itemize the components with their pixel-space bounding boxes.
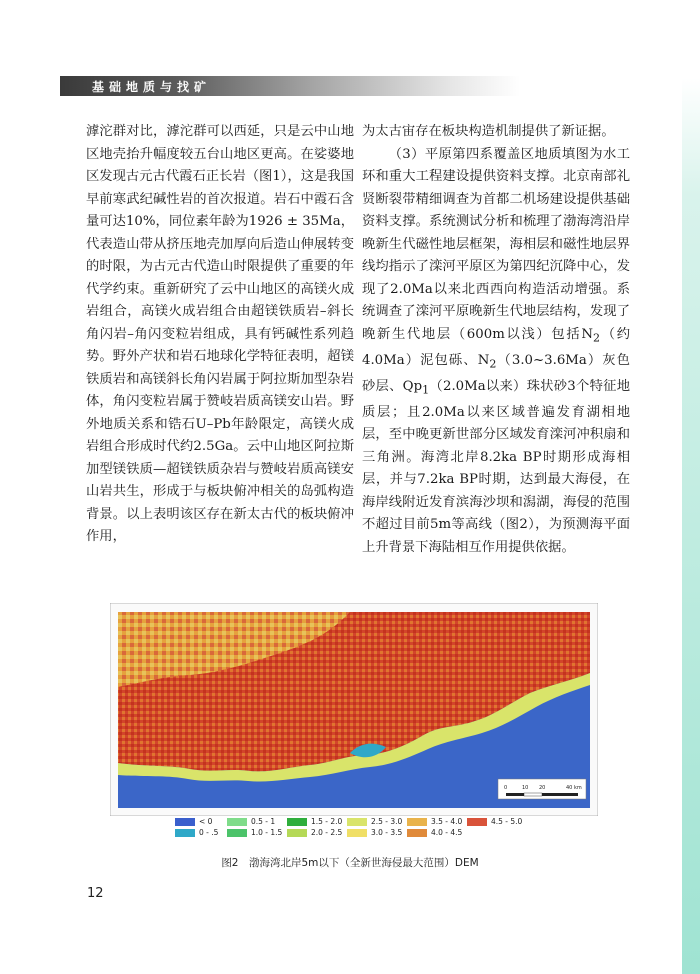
formula-n2a-text: （约4.0Ma）泥包砾、 [362,326,630,368]
legend-swatch [175,818,195,826]
right-paragraph-2-text: （3）平原第四系覆盖区地质填图为水工环和重大工程建设提供资料支撑。北京南部礼贤断裂带精细调查为首都二机场建设提供基础资料支撑。系统测试分析和梳理了渤海湾沿岸晚新生代磁性地层框架，海相层和磁性地层界线均指示了滦河平原区为第四纪沉降中心，发现了2.0Ma以来北西西向构造活动增强。系统调查了滦河平原晚新生代地层结构，发现了晚新生代地层（600m以浅）包括 [362,146,630,342]
legend-swatch [347,818,367,826]
formula-n2b-text: （3.0~3.6Ma）灰色砂层、Qp [362,352,630,394]
legend-label: < 0 [199,817,213,826]
legend-label: 0 - .5 [199,828,219,837]
figure-caption: 图2 渤海湾北岸5m以下（全新世海侵最大范围）DEM [221,857,479,869]
legend-swatch [227,818,247,826]
legend-swatch [407,829,427,837]
running-header [60,76,520,96]
scale-tick-0: 0 [504,785,508,791]
legend-label: 1.5 - 2.0 [311,817,343,826]
legend-label: 1.0 - 1.5 [251,828,283,837]
scale-tick-20: 20 [539,785,546,791]
formula-n2a-subscript: 2 [592,331,601,345]
scale-tick-40km: 40 km [566,785,582,791]
legend-label: 3.5 - 4.0 [431,817,463,826]
left-paragraph-1: 滹沱群对比，滹沱群可以西延，只是云中山地区地壳抬升幅度较五台山地区更高。在娑婆地区发现古元古代霞石正长岩（图1），这是我国早前寒武纪碱性岩的首次报道。岩石中霞石含量可达10%，同位素年龄为1926 ± 35Ma，代表造山带从挤压地壳加厚向后造山伸展转变的时限，为古元古代造山时限提供了重要的年代学约束。重新研究了云中山地区的高镁火成岩组合，高镁火成岩组合由超镁铁质岩–斜长角闪岩–角闪变粒岩组成，具有钙碱性系列趋势。野外产状和岩石地球化学特征表明，超镁铁质岩和高镁斜长角闪岩属于阿拉斯加型杂岩体，角闪变粒岩属于赞岐岩质高镁安山岩。野外地质关系和锆石U–Pb年龄限定，高镁火成岩组合形成时代约2.5Ga。云中山地区阿拉斯加型镁铁质—超镁铁质杂岩与赞岐岩质高镁安山岩共生，形成于与板块俯冲相关的岛弧构造背景。以上表明该区存在新太古代的板块俯冲作用， [86,124,354,544]
legend-swatch [227,829,247,837]
dem-legend [175,817,523,839]
right-text-column [362,121,630,559]
left-text-column [86,121,354,549]
formula-n2b-subscript: 2 [489,357,497,371]
map-scale-bar [498,779,586,799]
right-paragraph-1: 为太古宙存在板块构造机制提供了新证据。 [362,124,615,139]
dem-map [110,603,598,816]
page-edge-stripe [682,0,700,974]
legend-swatch [467,818,487,826]
dem-figure [110,603,598,816]
legend-label: 4.0 - 4.5 [431,828,463,837]
formula-n2b: N [477,352,490,368]
formula-qp-subscript: 1 [422,383,430,397]
legend-label: 4.5 - 5.0 [491,817,523,826]
legend-swatch [407,818,427,826]
legend-label: 3.0 - 3.5 [371,828,403,837]
right-paragraph-2 [362,144,630,560]
page-number: 12 [87,886,104,901]
legend-swatch [347,829,367,837]
legend-label: 0.5 - 1 [251,817,276,826]
header-title: 基础地质与找矿 [92,80,212,94]
formula-n2a: N [581,326,593,342]
right-paragraph-2-tail: （2.0Ma以来）珠状砂3个特征地质层；且2.0Ma以来区域普遍发育湖相地层，至中晚更新世部分区域发育滦河冲积扇和三角洲。海湾北岸8.2ka BP时期形成海相层，并与7.2ka BP时期，达到最大海侵，在海岸线附近发育滨海沙坝和潟湖，海侵的范围不超过目前5m等高线（图2），为预测海平面上升背景下海陆相互作用提供依据。 [362,378,630,555]
legend-swatch [287,829,307,837]
legend-swatch [175,829,195,837]
legend-label: 2.5 - 3.0 [371,817,403,826]
legend-swatch [287,818,307,826]
scale-tick-10: 10 [522,785,529,791]
legend-label: 2.0 - 2.5 [311,828,343,837]
